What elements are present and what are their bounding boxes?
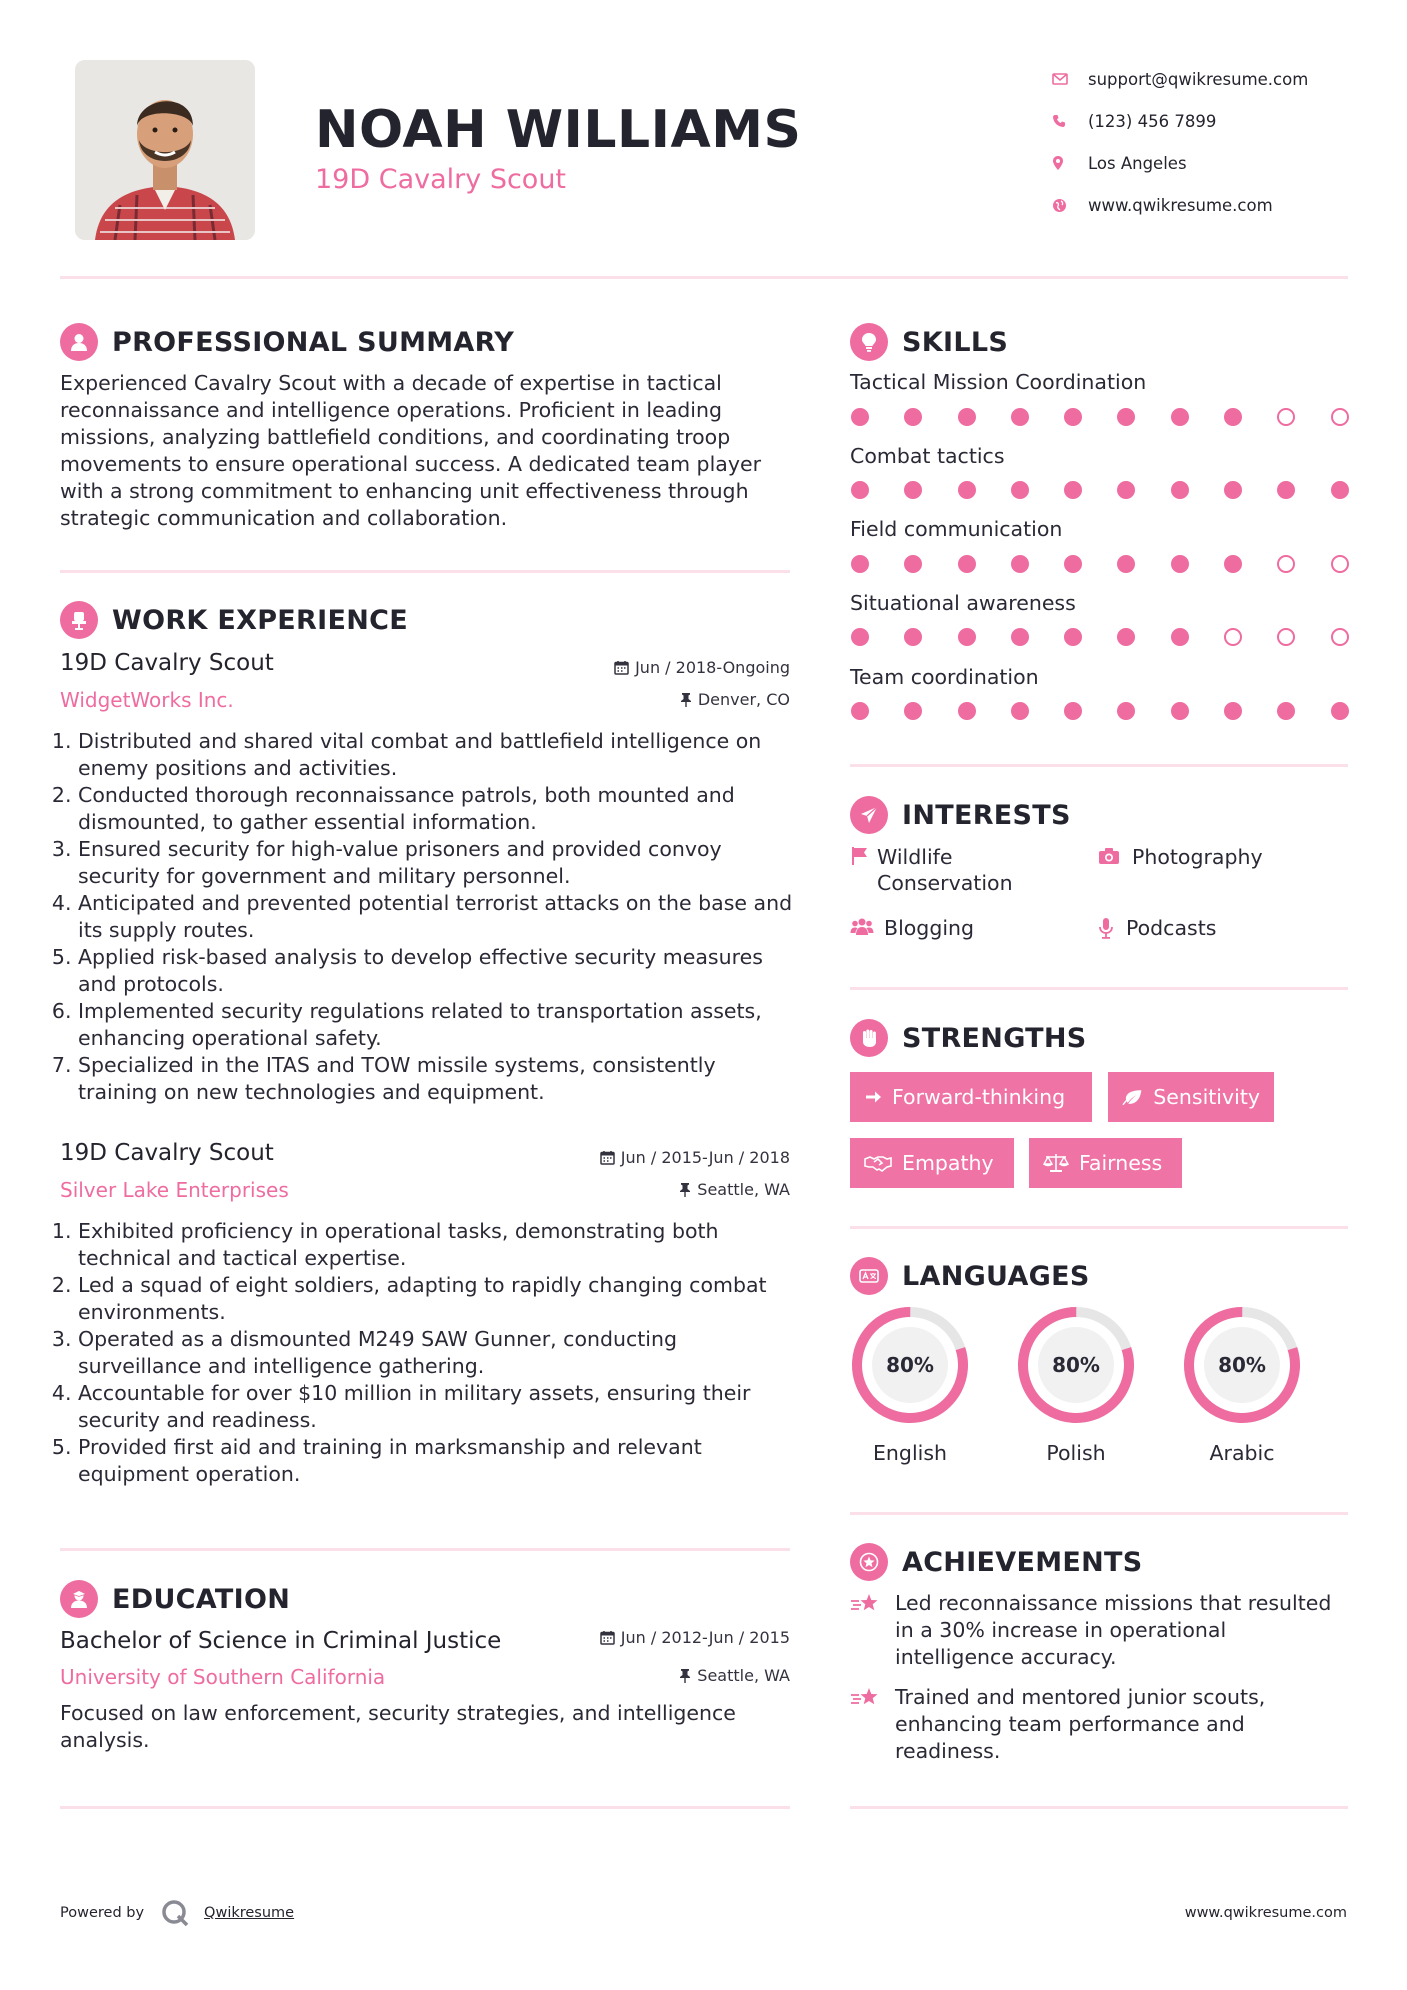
rating-dot-filled	[1011, 408, 1029, 426]
user-icon	[60, 323, 98, 361]
list-item: 5. Applied risk-based analysis to develop effective security measures and protocols.	[78, 944, 795, 998]
job-2-location-text: Seattle, WA	[697, 1180, 790, 1199]
rating-dot-filled	[1064, 628, 1082, 646]
summary-text: Experienced Cavalry Scout with a decade of expertise in tactical reconnaissance and intelligence operations. Proficient in leading missions, analyzing battlefield conditions, and coordinating troop movements to ensure operational success. A dedicated team player with a strong commitment to enhancing unit effectiveness through strategic communication and collaboration.	[60, 371, 761, 530]
rating-dot-filled	[904, 481, 922, 499]
rating-dot-filled	[958, 702, 976, 720]
shooting-star-icon	[850, 1590, 895, 1671]
rating-dot-filled	[1277, 702, 1295, 720]
camera-icon	[1098, 844, 1132, 872]
language-name: Arabic	[1209, 1441, 1275, 1465]
strength-label: Sensitivity	[1153, 1085, 1260, 1109]
rating-dot-empty	[1331, 555, 1349, 573]
strength-tag	[850, 1072, 1092, 1122]
languages-heading	[850, 1257, 1090, 1295]
rating-dot-filled	[1171, 702, 1189, 720]
experience-heading	[60, 601, 408, 639]
interest-label: Blogging	[884, 916, 975, 940]
contact-phone[interactable]	[1052, 100, 1372, 142]
rating-dot-filled	[1064, 408, 1082, 426]
microphone-icon	[1098, 915, 1126, 945]
qwikresume-logo-icon	[160, 1898, 190, 1928]
contact-phone-text: (123) 456 7899	[1088, 111, 1217, 131]
handshake-icon	[864, 1154, 892, 1172]
list-item: 3. Operated as a dismounted M249 SAW Gunner, conducting surveillance and intelligence gathering.	[78, 1326, 795, 1380]
education-location-text: Seattle, WA	[697, 1666, 790, 1685]
list-item: 2. Led a squad of eight soldiers, adapting to rapidly changing combat environments.	[78, 1272, 795, 1326]
powered-by-text: Powered by	[60, 1905, 145, 1921]
arrow-right-icon	[864, 1088, 882, 1106]
pushpin-icon	[680, 692, 692, 707]
leaf-icon	[1122, 1088, 1143, 1106]
rating-dot-filled	[904, 408, 922, 426]
rating-dot-filled	[1011, 481, 1029, 499]
interests-divider	[850, 987, 1348, 990]
list-item: 1. Exhibited proficiency in operational tasks, demonstrating both technical and tactical expertise.	[78, 1218, 795, 1272]
education-divider	[60, 1806, 790, 1809]
skill-3-name: Field communication	[850, 517, 1063, 541]
rating-dot-filled	[1331, 702, 1349, 720]
language-name: English	[872, 1441, 948, 1465]
language-level-label: 80%	[1052, 1353, 1100, 1377]
education-location	[679, 1666, 790, 1685]
list-item: 5. Provided first aid and training in marksmanship and relevant equipment operation.	[78, 1434, 795, 1488]
qwikresume-link[interactable]: Qwikresume	[204, 1905, 295, 1921]
fist-icon	[850, 1019, 888, 1057]
job-2-dates-text: Jun / 2015-Jun / 2018	[620, 1148, 790, 1167]
skill-2-rating	[851, 481, 1349, 499]
contact-website[interactable]	[1052, 184, 1372, 226]
rating-dot-filled	[1171, 555, 1189, 573]
list-item: 4. Accountable for over $10 million in military assets, ensuring their security and readiness.	[78, 1380, 795, 1434]
skills-title: SKILLS	[902, 326, 1009, 358]
interest-item	[1098, 844, 1338, 872]
school-name: University of Southern California	[60, 1665, 386, 1689]
rating-dot-filled	[1064, 481, 1082, 499]
phone-icon	[1052, 114, 1088, 128]
paper-plane-icon	[850, 796, 888, 834]
job-1-dates	[614, 658, 790, 677]
rating-dot-filled	[904, 628, 922, 646]
shooting-star-icon	[850, 1684, 895, 1765]
strengths-divider	[850, 1226, 1348, 1229]
rating-dot-filled	[1117, 555, 1135, 573]
skill-4-rating	[851, 628, 1349, 646]
interests-title: INTERESTS	[902, 799, 1071, 831]
achievement-text: Trained and mentored junior scouts, enhancing team performance and readiness.	[895, 1685, 1266, 1763]
rating-dot-filled	[958, 555, 976, 573]
achievement-text: Led reconnaissance missions that resulted in a 30% increase in operational intelligence accuracy.	[895, 1591, 1332, 1669]
rating-dot-filled	[1171, 628, 1189, 646]
education-dates	[600, 1628, 790, 1647]
interests-heading	[850, 796, 1071, 834]
language-item	[848, 1303, 972, 1465]
rating-dot-filled	[958, 628, 976, 646]
job-2-location	[679, 1180, 790, 1199]
lightbulb-icon	[850, 323, 888, 361]
language-name: Polish	[1046, 1441, 1106, 1465]
skill-2-name: Combat tactics	[850, 444, 1005, 468]
rating-dot-filled	[1117, 702, 1135, 720]
strength-tag	[850, 1138, 1014, 1188]
strengths-title: STRENGTHS	[902, 1022, 1087, 1054]
summary-heading	[60, 323, 514, 361]
rating-dot-filled	[904, 555, 922, 573]
contact-email-text: support@qwikresume.com	[1088, 69, 1309, 89]
job-1-location	[680, 690, 790, 709]
rating-dot-empty	[1277, 555, 1295, 573]
job-2-points	[60, 1218, 795, 1488]
globe-icon	[1052, 198, 1088, 213]
candidate-name: NOAH WILLIAMS	[315, 100, 802, 160]
rating-dot-filled	[1171, 408, 1189, 426]
skill-3-rating	[851, 555, 1349, 573]
strength-label: Fairness	[1079, 1151, 1163, 1175]
achievement-item	[850, 1590, 1350, 1671]
language-item	[1180, 1303, 1304, 1465]
summary-divider	[60, 570, 790, 573]
skills-heading	[850, 323, 1008, 361]
education-title: EDUCATION	[112, 1583, 291, 1615]
languages-title: LANGUAGES	[902, 1260, 1090, 1292]
language-icon	[850, 1257, 888, 1295]
pushpin-icon	[679, 1668, 691, 1683]
interest-label: Podcasts	[1126, 916, 1217, 940]
interest-label: Wildlife Conservation	[877, 845, 1013, 895]
rating-dot-filled	[1277, 481, 1295, 499]
rating-dot-empty	[1331, 628, 1349, 646]
pushpin-icon	[679, 1182, 691, 1197]
rating-dot-filled	[1331, 481, 1349, 499]
job-2-dates	[600, 1148, 790, 1167]
candidate-title: 19D Cavalry Scout	[315, 164, 567, 195]
header-divider	[60, 276, 1348, 279]
rating-dot-filled	[904, 702, 922, 720]
job-1-location-text: Denver, CO	[697, 690, 790, 709]
rating-dot-filled	[1224, 555, 1242, 573]
achievements-title: ACHIEVEMENTS	[902, 1546, 1143, 1578]
achievements-heading	[850, 1543, 1143, 1581]
skill-5-rating	[851, 702, 1349, 720]
job-2-title: 19D Cavalry Scout	[60, 1140, 274, 1166]
star-badge-icon	[850, 1543, 888, 1581]
rating-dot-empty	[1331, 408, 1349, 426]
rating-dot-filled	[851, 408, 869, 426]
skill-4-name: Situational awareness	[850, 591, 1076, 615]
contact-website-text: www.qwikresume.com	[1088, 195, 1273, 215]
experience-divider	[60, 1548, 790, 1551]
rating-dot-filled	[1011, 702, 1029, 720]
job-1-company: WidgetWorks Inc.	[60, 688, 234, 712]
summary-title: PROFESSIONAL SUMMARY	[112, 326, 515, 358]
strength-tag	[1108, 1072, 1274, 1122]
language-level-label: 80%	[1218, 1353, 1266, 1377]
calendar-icon	[600, 1630, 615, 1645]
skill-1-rating	[851, 408, 1349, 426]
rating-dot-filled	[1117, 408, 1135, 426]
rating-dot-filled	[1064, 555, 1082, 573]
contact-list	[1052, 58, 1372, 226]
degree-title: Bachelor of Science in Criminal Justice	[60, 1628, 502, 1654]
language-level-label: 80%	[886, 1353, 934, 1377]
interest-item	[850, 844, 1050, 896]
users-icon	[850, 915, 884, 943]
rating-dot-filled	[851, 702, 869, 720]
list-item: 1. Distributed and shared vital combat and battlefield intelligence on enemy positions and activities.	[78, 728, 795, 782]
flag-icon	[850, 844, 877, 872]
job-1-points	[60, 728, 795, 1106]
rating-dot-filled	[958, 408, 976, 426]
calendar-icon	[614, 660, 629, 675]
map-pin-icon	[1052, 155, 1088, 171]
skill-1-name: Tactical Mission Coordination	[850, 370, 1147, 394]
job-1-dates-text: Jun / 2018-Ongoing	[635, 658, 790, 677]
briefcase-icon	[60, 601, 98, 639]
rating-dot-filled	[851, 555, 869, 573]
strengths-heading	[850, 1019, 1087, 1057]
rating-dot-filled	[1224, 408, 1242, 426]
interest-item	[850, 915, 1070, 943]
education-text: Focused on law enforcement, security strategies, and intelligence analysis.	[60, 1701, 736, 1752]
balance-scale-icon	[1043, 1153, 1069, 1173]
rating-dot-filled	[1011, 555, 1029, 573]
strength-label: Empathy	[902, 1151, 994, 1175]
rating-dot-filled	[1171, 481, 1189, 499]
education-dates-text: Jun / 2012-Jun / 2015	[620, 1628, 790, 1647]
list-item: 3. Ensured security for high-value prisoners and provided convoy security for government and military personnel.	[78, 836, 795, 890]
footer-powered-by	[60, 1898, 294, 1928]
rating-dot-filled	[851, 628, 869, 646]
interest-label: Photography	[1132, 845, 1263, 869]
education-heading	[60, 1580, 290, 1618]
rating-dot-empty	[1277, 628, 1295, 646]
achievement-item	[850, 1684, 1350, 1765]
rating-dot-filled	[1064, 702, 1082, 720]
rating-dot-filled	[1224, 702, 1242, 720]
rating-dot-filled	[958, 481, 976, 499]
rating-dot-filled	[1117, 628, 1135, 646]
envelope-icon	[1052, 73, 1088, 85]
rating-dot-empty	[1224, 628, 1242, 646]
list-item: 2. Conducted thorough reconnaissance patrols, both mounted and dismounted, to gather essential information.	[78, 782, 795, 836]
language-item	[1014, 1303, 1138, 1465]
job-2-company: Silver Lake Enterprises	[60, 1178, 289, 1202]
skill-5-name: Team coordination	[850, 665, 1039, 689]
job-1-title: 19D Cavalry Scout	[60, 650, 274, 676]
rating-dot-filled	[1117, 481, 1135, 499]
experience-title: WORK EXPERIENCE	[112, 604, 408, 636]
interest-item	[1098, 915, 1318, 945]
profile-photo	[75, 60, 255, 240]
strength-tag	[1029, 1138, 1182, 1188]
skills-divider	[850, 764, 1348, 767]
strength-label: Forward-thinking	[892, 1085, 1066, 1109]
achievements-divider	[850, 1806, 1348, 1809]
list-item: 6. Implemented security regulations related to transportation assets, enhancing operational safety.	[78, 998, 795, 1052]
footer-website[interactable]: www.qwikresume.com	[1184, 1905, 1347, 1921]
rating-dot-filled	[851, 481, 869, 499]
contact-location-text: Los Angeles	[1088, 153, 1187, 173]
rating-dot-filled	[1224, 481, 1242, 499]
rating-dot-filled	[1011, 628, 1029, 646]
list-item: 4. Anticipated and prevented potential terrorist attacks on the base and its supply routes.	[78, 890, 795, 944]
languages-divider	[850, 1512, 1348, 1515]
calendar-icon	[600, 1150, 615, 1165]
rating-dot-empty	[1277, 408, 1295, 426]
contact-email[interactable]	[1052, 58, 1372, 100]
contact-location	[1052, 142, 1372, 184]
list-item: 7. Specialized in the ITAS and TOW missile systems, consistently training on new technologies and equipment.	[78, 1052, 795, 1106]
graduation-icon	[60, 1580, 98, 1618]
